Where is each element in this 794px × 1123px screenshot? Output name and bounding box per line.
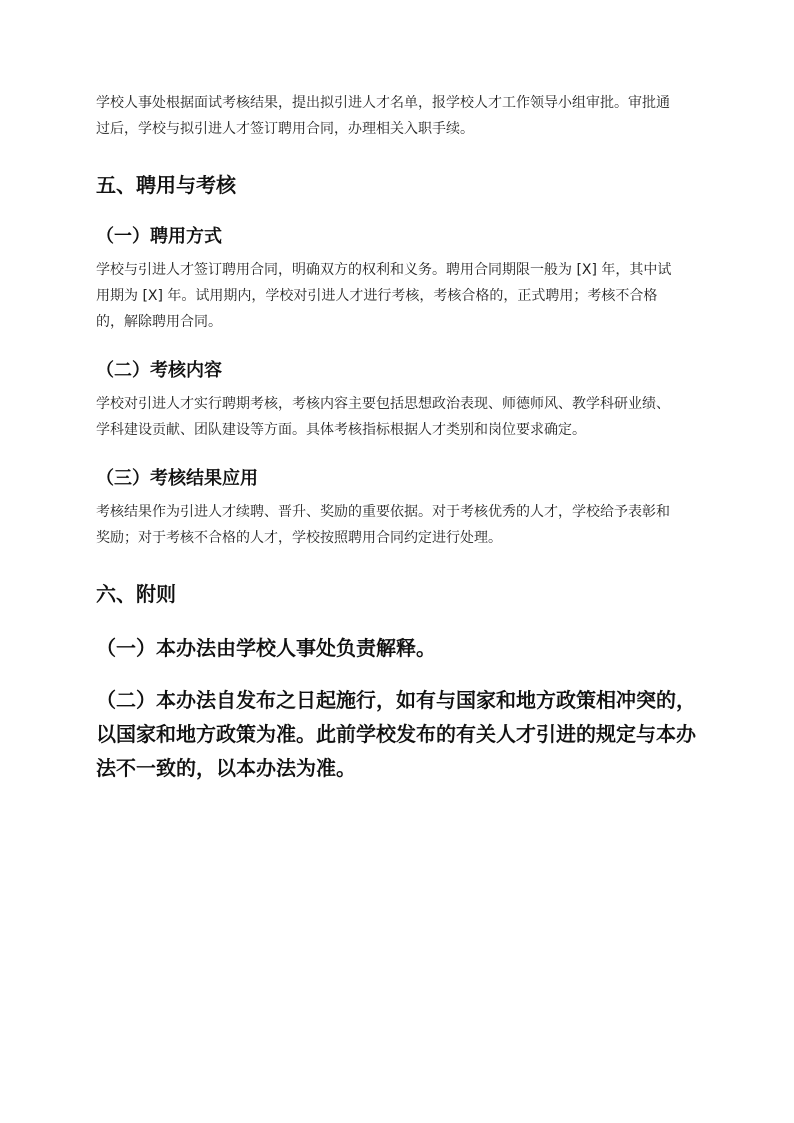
- text-line: 过后，学校与拟引进人才签订聘用合同，办理相关入职手续。: [96, 121, 474, 137]
- section-5-1-heading: （一）聘用方式: [96, 226, 222, 247]
- text-line: 考核结果作为引进人才续聘、晋升、奖励的重要依据。对于考核优秀的人才，学校给予表彰和: [96, 504, 670, 520]
- section-6-heading: 六、附则: [96, 582, 176, 606]
- section-5-2-heading: （二）考核内容: [96, 360, 222, 381]
- section-5-3-paragraph: [96, 499, 702, 551]
- section-5-heading: 五、聘用与考核: [96, 173, 236, 197]
- text-line: 用期为 [X] 年。试用期内，学校对引进人才进行考核，考核合格的，正式聘用；考核不合格: [96, 288, 658, 304]
- text-line: 学校对引进人才实行聘期考核，考核内容主要包括思想政治表现、师德师风、教学科研业绩、: [96, 396, 670, 412]
- section-6-item-1: （一）本办法由学校人事处负责解释。: [96, 636, 436, 660]
- document-page: [96, 90, 702, 785]
- text-line: （二）本办法自发布之日起施行，如有与国家和地方政策相冲突的，: [96, 688, 696, 712]
- text-line: 以国家和地方政策为准。此前学校发布的有关人才引进的规定与本办: [96, 722, 696, 746]
- section-5-3-heading: （三）考核结果应用: [96, 468, 258, 489]
- text-line: 学校人事处根据面试考核结果，提出拟引进人才名单，报学校人才工作领导小组审批。审批通: [96, 95, 670, 111]
- text-line: 学科建设贡献、团队建设等方面。具体考核指标根据人才类别和岗位要求确定。: [96, 422, 586, 438]
- section-5-1-paragraph: [96, 257, 702, 335]
- text-line: 学校与引进人才签订聘用合同，明确双方的权利和义务。聘用合同期限一般为 [X] 年，其中试: [96, 262, 672, 278]
- text-line: 奖励；对于考核不合格的人才，学校按照聘用合同约定进行处理。: [96, 530, 502, 546]
- text-line: 的，解除聘用合同。: [96, 314, 222, 330]
- section-6-item-2: [96, 683, 702, 785]
- intro-paragraph: [96, 90, 702, 142]
- section-5-2-paragraph: [96, 391, 702, 443]
- text-line: 法不一致的，以本办法为准。: [96, 756, 356, 780]
